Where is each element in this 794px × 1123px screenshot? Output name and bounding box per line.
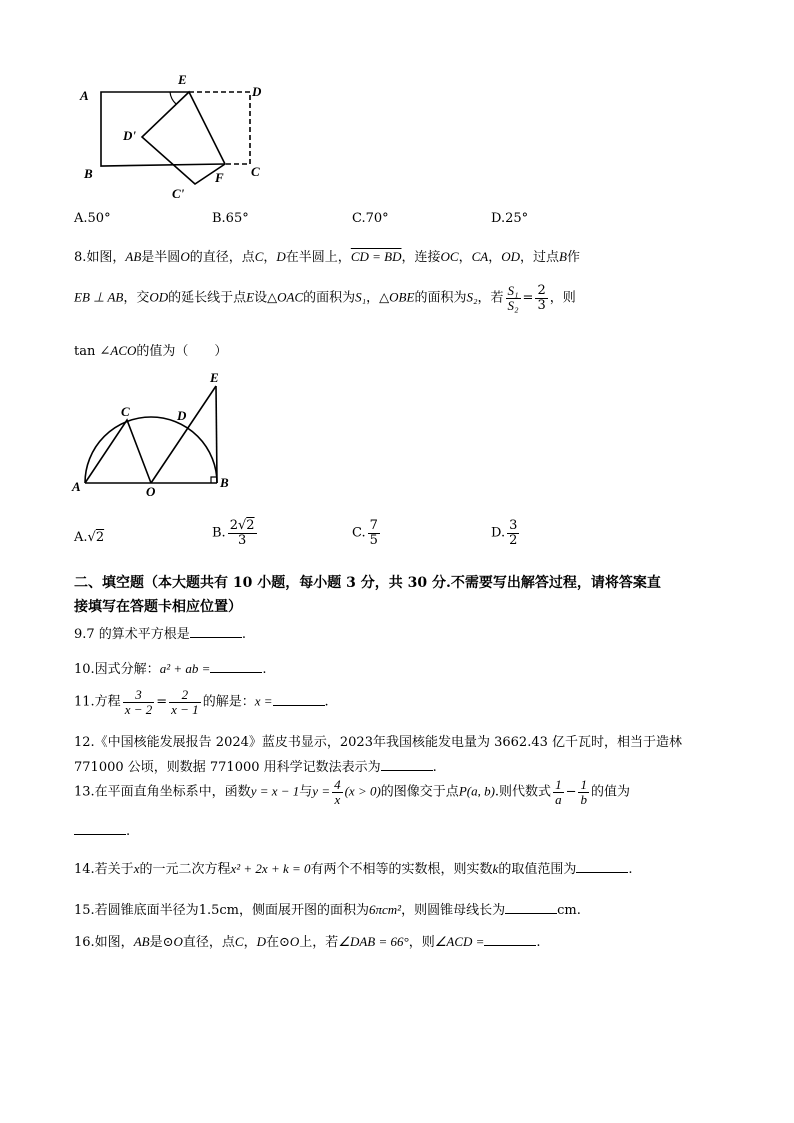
label-C: C	[251, 164, 260, 179]
label-D: D	[177, 408, 187, 423]
label-A: A	[72, 479, 81, 494]
label-D-prime: D'	[123, 128, 136, 143]
answer-blank[interactable]	[484, 935, 536, 946]
q8-option-d: D. $\frac{3}{2}$	[491, 518, 518, 548]
q9: 9.7 的算术平方根是 .	[74, 627, 246, 642]
section2-heading-line2: 接填写在答题卡相应位置）	[74, 599, 242, 615]
q7-folded-rectangle-figure	[70, 66, 280, 206]
q12-line1: 12.《中国核能发展报告 2024》蓝皮书显示，2023年我国核能发电量为 3662.43 亿千瓦时，相当于造林	[74, 735, 682, 750]
semicircle-arc	[85, 417, 217, 483]
q7-option-b: B.65°	[212, 211, 249, 226]
label-B: B	[84, 166, 93, 181]
q7-option-c: C.70°	[352, 211, 389, 226]
label-E: E	[210, 370, 219, 385]
q13-line2: .	[74, 824, 130, 839]
q8-line2: EB ⊥ AB，交OD的延长线于点E设△OAC的面积为S₁，△OBE的面积为S₂，若 $\frac{\text{S₁}}{\text{S₂}}$ = $\frac{2}{3}$ ，则	[74, 283, 576, 313]
label-E: E	[178, 72, 187, 87]
label-C: C	[121, 404, 130, 419]
q8-option-b: B. $\frac{2√2}{3}$	[212, 518, 255, 548]
q7-option-a: A.50°	[74, 211, 111, 226]
section2-heading-line1: 二、填空题（本大题共有 10 小题，每小题 3 分，共 30 分.不需要写出解答过程，请将答案直	[74, 575, 661, 591]
q13-line1: 13.在平面直角坐标系中，函数y = x − 1与y = $\frac{4}{x}$ (x > 0)的图像交于点P(a, b).则代数式 $\frac{1}{a}$ − $\frac{1}{b}$ 的值为	[74, 777, 630, 807]
label-D: D	[252, 84, 262, 99]
label-C-prime: C'	[172, 186, 185, 201]
q14: 14.若关于x的一元二次方程x² + 2x + k = 0有两个不相等的实数根，则实数k的取值范围为 .	[74, 861, 633, 877]
answer-blank[interactable]	[190, 627, 242, 638]
q8-line3: tan ∠ACO的值为（ ）	[74, 343, 228, 359]
q12-line2: 771000 公顷，则数据 771000 用科学记数法表示为 .	[74, 760, 437, 775]
label-A: A	[80, 88, 89, 103]
q11: 11.方程 $\frac{3}{x - 2}$ = $\frac{2}{x - 1}$ 的解是：x = .	[74, 687, 329, 717]
answer-blank[interactable]	[210, 662, 262, 673]
label-F: F	[215, 170, 224, 185]
q8-option-a: A.√2	[74, 530, 105, 545]
q8-semicircle-figure	[68, 370, 243, 500]
q10: 10.因式分解：a² + ab = .	[74, 661, 267, 677]
line-O-E	[151, 386, 216, 483]
answer-blank[interactable]	[381, 760, 433, 771]
answer-blank[interactable]	[273, 695, 325, 706]
q16: 16.如图，AB是⊙O直径，点C，D在⊙O上，若∠DAB = 66°，则∠ACD = .	[74, 934, 541, 950]
answer-blank[interactable]	[74, 824, 126, 835]
q7-option-d: D.25°	[491, 211, 529, 226]
folded-quadrilateral	[142, 92, 225, 184]
answer-blank[interactable]	[576, 862, 628, 873]
answer-blank[interactable]	[505, 903, 557, 914]
segments-A-C-O	[85, 420, 151, 483]
label-O: O	[146, 484, 156, 499]
q8-option-c: C. $\frac{7}{5}$	[352, 518, 378, 548]
angle-arc	[170, 92, 176, 104]
label-B: B	[220, 475, 229, 490]
line-E-B	[216, 386, 217, 483]
arc-equality: CD = BD	[350, 249, 402, 264]
q8-line1: 8.如图，AB是半圆O的直径，点C，D在半圆上，CD = BD，连接OC，CA，OD，过点B作	[74, 249, 580, 265]
q15: 15.若圆锥底面半径为1.5cm，侧面展开图的面积为6πcm²，则圆锥母线长为 cm.	[74, 902, 581, 918]
ratio-fraction: $\frac{\text{S₁}}{\text{S₂}}$	[507, 283, 519, 313]
